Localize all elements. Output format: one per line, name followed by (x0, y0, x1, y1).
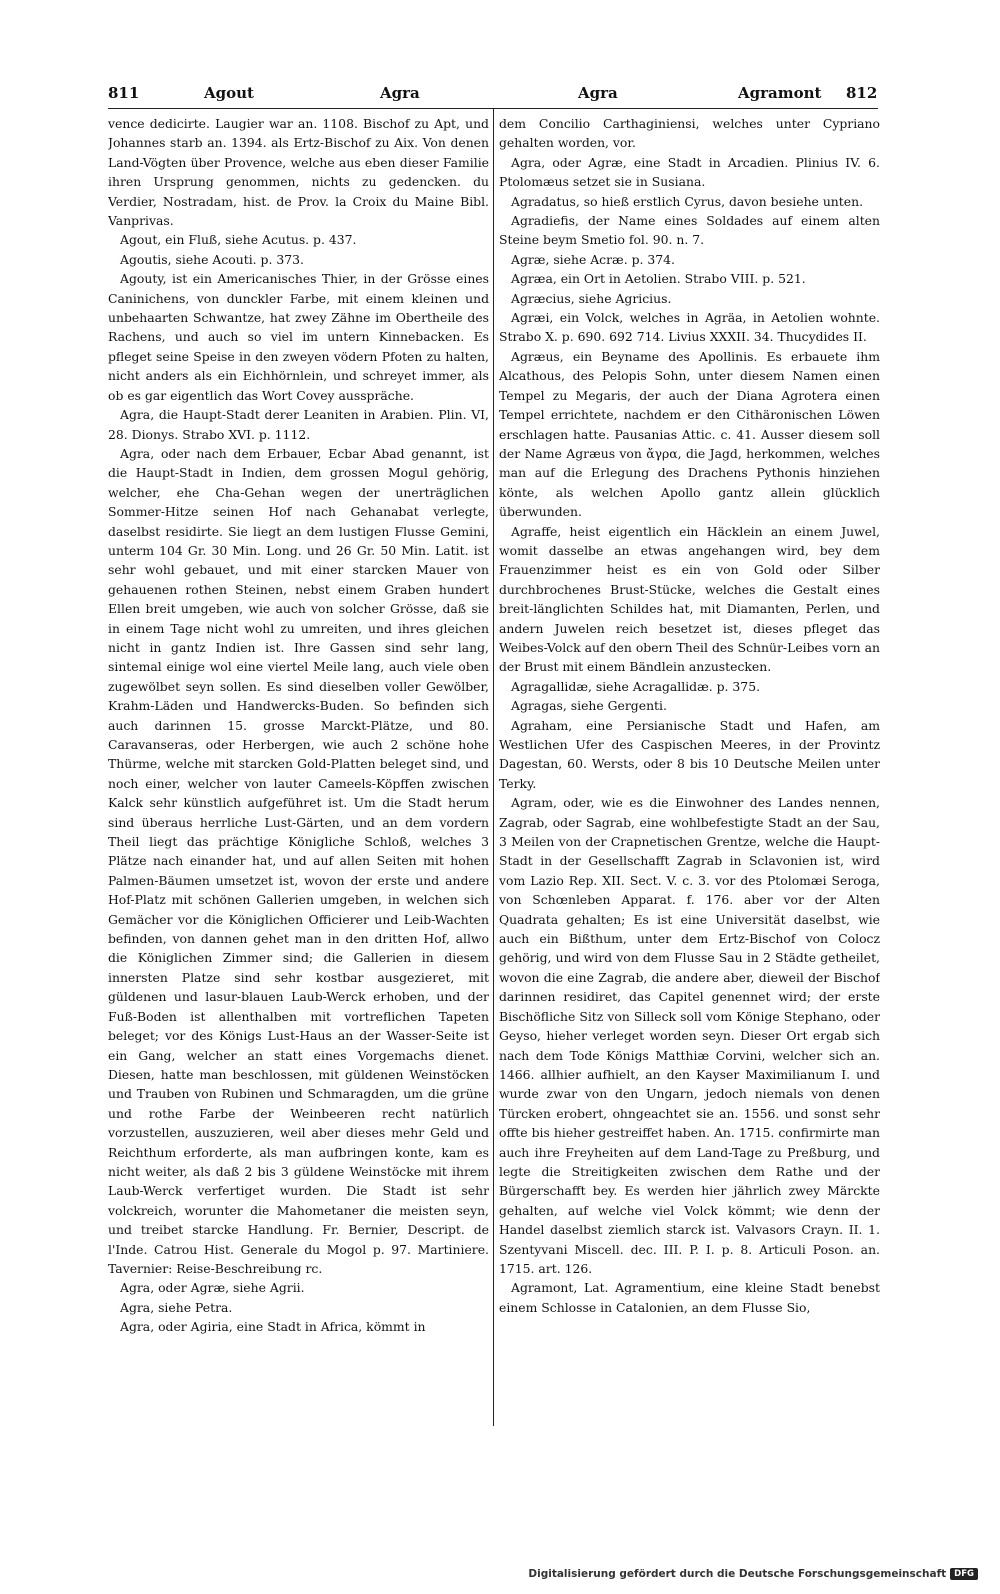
left-page-number: 811 (108, 84, 140, 102)
entry-paragraph: Agradiefis, der Name eines Soldades auf einem alten Steine beym Smetio fol. 90. n. 7. (499, 213, 880, 248)
credit-text: Digitalisierung gefördert durch die Deutsche Forschungsgemeinschaft (528, 1568, 947, 1580)
right-catchword-2: Agramont (738, 84, 822, 102)
right-page-number: 812 (846, 84, 878, 102)
entry-paragraph: Agragallidæ, siehe Acragallidæ. p. 375. (511, 678, 761, 694)
entry-paragraph: dem Concilio Carthaginiensi, welches unter Cypriano gehalten worden, vor. (499, 116, 880, 151)
entry-paragraph: Agræi, ein Volck, welches in Agräa, in Aetolien wohnte. Strabo X. p. 690. 692 714. Livius XXXII. 34. Thucydides II. (499, 310, 880, 345)
running-header (108, 84, 878, 108)
entry-paragraph: Agræcius, siehe Agricius. (511, 290, 672, 306)
right-catchword-1: Agra (578, 84, 618, 102)
entry-paragraph: Agra, oder Agræ, siehe Agrii. (120, 1280, 305, 1296)
entry-paragraph: Agramont, Lat. Agramentium, eine kleine Stadt benebst einem Schlosse in Catalonien, an dem Flusse Sio, (499, 1280, 880, 1315)
entry-paragraph: Agra, oder Agiria, eine Stadt in Africa, kömmt in (120, 1319, 426, 1335)
dfg-logo: DFG (950, 1568, 978, 1580)
entry-paragraph: Agraham, eine Persianische Stadt und Hafen, am Westlichen Ufer des Caspischen Meeres, in der Provintz Dagestan, 60. Wersts, oder 8 bis 10 Deutsche Meilen unter Terky. (499, 717, 880, 791)
digitization-credit (528, 1568, 978, 1580)
entry-paragraph: Agra, oder nach dem Erbauer, Ecbar Abad genannt, ist die Haupt-Stadt in Indien, dem grossen Mogul gehörig, welcher, ehe Cha-Gehan wegen der unerträglichen Sommer-Hitze seinen Hof nach Gehanabat verlegte, daselbst residirte. Sie liegt an dem lustigen Flusse Gemini, unterm 104 Gr. 30 Min. Long. und 26 Gr. 50 Min. Latit. ist sehr wohl gebauet, und mit einer starcken Mauer von gehauenen rothen Steinen, nebst einem Graben hundert Ellen breit umgeben, wie auch von solcher Grösse, daß sie in einem Tage nicht wohl zu umreiten, und ihres gleichen nicht in gantz Indien ist. Ihre Gassen sind sehr lang, sintemal einige wol eine viertel Meile lang, auch viele oben zugewölbet seyn sollen. Es sind dieselben voller Gewölber, Krahm-Läden und Handwercks-Buden. So befinden sich auch darinnen 15. grosse Marckt-Plätze, und 80. Caravanseras, oder Herbergen, wie auch 2 schöne hohe Thürme, welche mit starcken Gold-Platten beleget sind, und noch einer, welcher von lauter Cameels-Köpffen zwischen Kalck sehr künstlich aufgeführet ist. Um die Stadt herum sind überaus herrliche Lust-Gärten, und an dem vordern Theil liegt das prächtige Königliche Schloß, welches 3 Plätze nach einander hat, und auf allen Seiten mit hohen Palmen-Bäumen umsetzet ist, wovon der erste und andere Hof-Platz mit schönen Gallerien umgeben, in welchen sich Gemächer vor die Königlichen Officierer und Leib-Wachten befinden, von dannen gehet man in den dritten Hof, allwo die Königlichen Zimmer sind; die Gallerien in diesem innersten Platze sind sehr kostbar ausgezieret, mit güldenen und lasur-blauen Laub-Werck erhoben, und der Fuß-Boden ist allenthalben mit vortreflichen Tapeten beleget; vor des Königs Lust-Haus an der Wasser-Seite ist ein Gang, welcher an statt eines Vorgemachs dienet. Diesen, hatte man beschlossen, mit güldenen Weinstöcken und Trauben von Rubinen und Schmaragden, um die grüne und rothe Farbe der Weinbeeren recht natürlich vorzustellen, auszuzieren, weil aber dieses mehr Geld und Reichthum erforderte, als man aufbringen konte, kam es nicht weiter, als daß 2 bis 3 güldene Weinstöcke mit ihrem Laub-Werck verfertiget wurden. Die Stadt ist sehr volckreich, worunter die Mahometaner die meisten seyn, und treibet starcke Handlung. Fr. Bernier, Descript. de l'Inde. Catrou Hist. Generale du Mogol p. 97. Martiniere. Tavernier: Reise-Beschreibung rc. (108, 445, 489, 1276)
entry-paragraph: Agra, die Haupt-Stadt derer Leaniten in Arabien. Plin. VI, 28. Dionys. Strabo XVI. p. 1112. (108, 407, 489, 442)
entry-paragraph: Agræus, ein Beyname des Apollinis. Es erbauete ihm Alcathous, des Pelopis Sohn, unter diesem Namen einen Tempel zu Megaris, der auch der Diana Agrotera einen Tempel errichtete, nachdem er den Cithäronischen Löwen erschlagen hatte. Pausanias Attic. c. 41. Ausser diesem soll der Name Agræus von ἄγρα, die Jagd, herkommen, welches man auf die Erlegung des Drachens Pythonis hinziehen könte, als welchen Apollo gantz allein glücklich überwunden. (499, 348, 880, 520)
left-catchword-2: Agra (380, 84, 420, 102)
entry-paragraph: Agra, oder Agræ, eine Stadt in Arcadien. Plinius IV. 6. Ptolomæus setzet sie in Susiana. (499, 154, 880, 190)
left-column (108, 114, 489, 1426)
entry-paragraph: Agoutis, siehe Acouti. p. 373. (120, 251, 304, 267)
right-column (499, 114, 880, 1426)
entry-paragraph: Agræa, ein Ort in Aetolien. Strabo VIII. p. 521. (511, 271, 806, 287)
entry-paragraph: Agra, siehe Petra. (120, 1299, 233, 1315)
entry-paragraph: vence dedicirte. Laugier war an. 1108. Bischof zu Apt, und Johannes starb an. 1394. als Ertz-Bischof zu Aix. Von denen Land-Vögten über Provence, welche aus eben dieser Familie ihren Ursprung genommen, nichts zu gedencken. du Verdier, Nostradam, hist. de Prov. la Croix du Maine Bibl. Vanprivas. (108, 116, 489, 229)
entry-paragraph: Agraffe, heist eigentlich ein Häcklein an einem Juwel, womit dasselbe an etwas angehangen wird, bey dem Frauenzimmer heist es ein von Gold oder Silber durchbrochenes Brust-Stücke, welches die Gestalt eines breit-länglichten Schildes hat, mit Diamanten, Perlen, und andern Juwelen reich besetzet ist, dieses pfleget das Weibes-Volck auf den obern Theil des Schnür-Leibes vorn an der Brust mit einem Bändlein anzustecken. (499, 523, 880, 675)
column-divider (493, 108, 494, 1426)
entry-paragraph: Agræ, siehe Acræ. p. 374. (511, 251, 675, 267)
left-catchword-1: Agout (204, 84, 254, 102)
entry-paragraph: Agragas, siehe Gergenti. (511, 698, 667, 714)
entry-paragraph: Agradatus, so hieß erstlich Cyrus, davon besiehe unten. (511, 193, 864, 209)
entry-paragraph: Agram, oder, wie es die Einwohner des Landes nennen, Zagrab, oder Sagrab, eine wohlbefestigte Stadt an der Sau, 3 Meilen von der Crapnetischen Grentze, welche die Haupt-Stadt in der Gesellschafft Zagrab in Sclavonien ist, wird vom Lazio Rep. XII. Sect. V. c. 3. vor des Ptolomæi Seroga, von Schœnleben Apparat. f. 176. aber vor der Alten Quadrata gehalten; Es ist eine Universität daselbst, wie auch ein Bißthum, unter dem Ertz-Bischof von Colocz gehörig, und wird von dem Flusse Sau in 2 Städte getheilet, wovon die eine Zagrab, die andere aber, dieweil der Bischof darinnen residiret, das Capitel genennet wird; der erste Bischöfliche Sitz von Silleck soll vom Könige Stephano, oder Geyso, hieher verleget worden seyn. Dieser Ort ergab sich nach dem Tode Königs Matthiæ Corvini, welcher sich an. 1466. allhier aufhielt, an den Kayser Maximilianum I. und wurde zwar von den Ungarn, jedoch niemals von denen Türcken erobert, ohngeachtet sie an. 1556. und sonst sehr offte bis hieher gestreiffet haben. An. 1715. confirmirte man auch ihre Freyheiten auf dem Land-Tage zu Preßburg, und legte die Streitigkeiten zwischen dem Rathe und der Bürgerschafft bey. Es werden hier jährlich zwey Märckte gehalten, auf welche viel Volck kömmt; wie denn der Handel daselbst ziemlich starck ist. Valvasors Crayn. II. 1. Szentyvani Miscell. dec. III. P. I. p. 8. Articuli Poson. an. 1715. art. 126. (499, 795, 880, 1276)
entry-paragraph: Agout, ein Fluß, siehe Acutus. p. 437. (120, 232, 357, 248)
entry-paragraph: Agouty, ist ein Americanisches Thier, in der Grösse eines Caninichens, von dunckler Farbe, mit einem kleinen und unbehaarten Schwantze, hat zwey Zähne im Obertheile des Rachens, und auch so viel im untern Kinnebacken. Es pfleget seine Speise in den zweyen vödern Pfoten zu halten, nicht anders als ein Eichhörnlein, und schreyet immer, als ob es gar eigentlich das Wort Covey ausspräche. (108, 271, 489, 403)
